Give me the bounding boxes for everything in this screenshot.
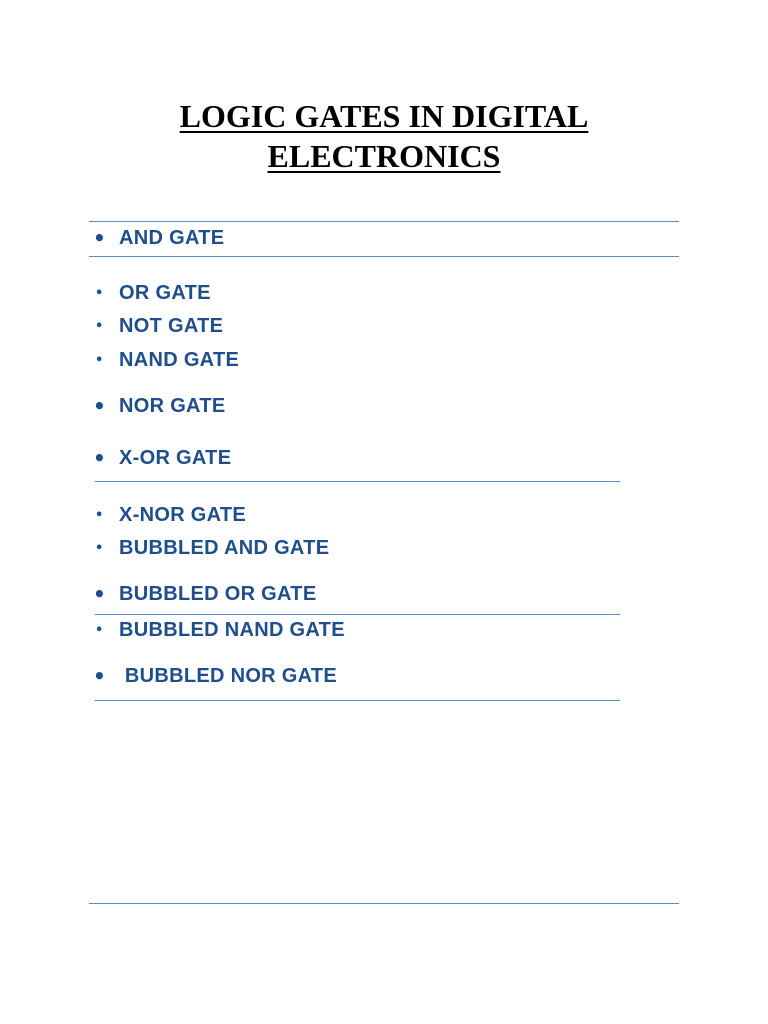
horizontal-rule (95, 481, 620, 482)
bullet-icon: • (95, 285, 104, 301)
list-item-bubbled-nor-gate (93, 664, 337, 688)
list-item-label: NAND GATE (119, 348, 240, 371)
list-item-bubbled-and-gate (93, 536, 329, 560)
horizontal-rule (89, 903, 679, 904)
list-item-label: AND GATE (119, 226, 225, 249)
list-item-and-gate (93, 226, 224, 250)
bullet-icon: • (93, 582, 106, 606)
bullet-icon: • (93, 394, 106, 418)
list-item-nor-gate (93, 394, 225, 418)
bullet-icon: • (93, 226, 106, 250)
horizontal-rule (89, 256, 679, 257)
list-item-label: BUBBLED OR GATE (119, 582, 317, 605)
list-item-bubbled-nand-gate (93, 618, 345, 642)
bullet-icon: • (95, 507, 104, 523)
list-item-or-gate (93, 281, 211, 305)
bullet-icon: • (95, 352, 104, 368)
page-title-line-1: LOGIC GATES IN DIGITAL (179, 98, 589, 134)
list-item-label: X-NOR GATE (119, 503, 247, 526)
list-item-label: OR GATE (119, 281, 211, 304)
bullet-icon: • (93, 446, 106, 470)
bullet-icon: • (95, 540, 104, 556)
list-item-label: NOT GATE (119, 314, 224, 337)
horizontal-rule (95, 700, 620, 701)
bullet-icon: • (93, 664, 106, 688)
horizontal-rule (95, 614, 620, 615)
list-item-label: BUBBLED AND GATE (119, 536, 330, 559)
list-item-nand-gate (93, 348, 239, 372)
list-item-xnor-gate (93, 503, 246, 527)
bullet-icon: • (95, 622, 104, 638)
list-item-xor-gate (93, 446, 231, 470)
list-item-label: BUBBLED NOR GATE (119, 664, 338, 687)
list-item-not-gate (93, 314, 223, 338)
list-item-label: X-OR GATE (119, 446, 232, 469)
horizontal-rule (89, 221, 679, 222)
page-title-line-2: ELECTRONICS (267, 138, 501, 174)
list-item-bubbled-or-gate (93, 582, 316, 606)
bullet-icon: • (95, 318, 104, 334)
list-item-label: NOR GATE (119, 394, 226, 417)
list-item-label: BUBBLED NAND GATE (119, 618, 345, 641)
